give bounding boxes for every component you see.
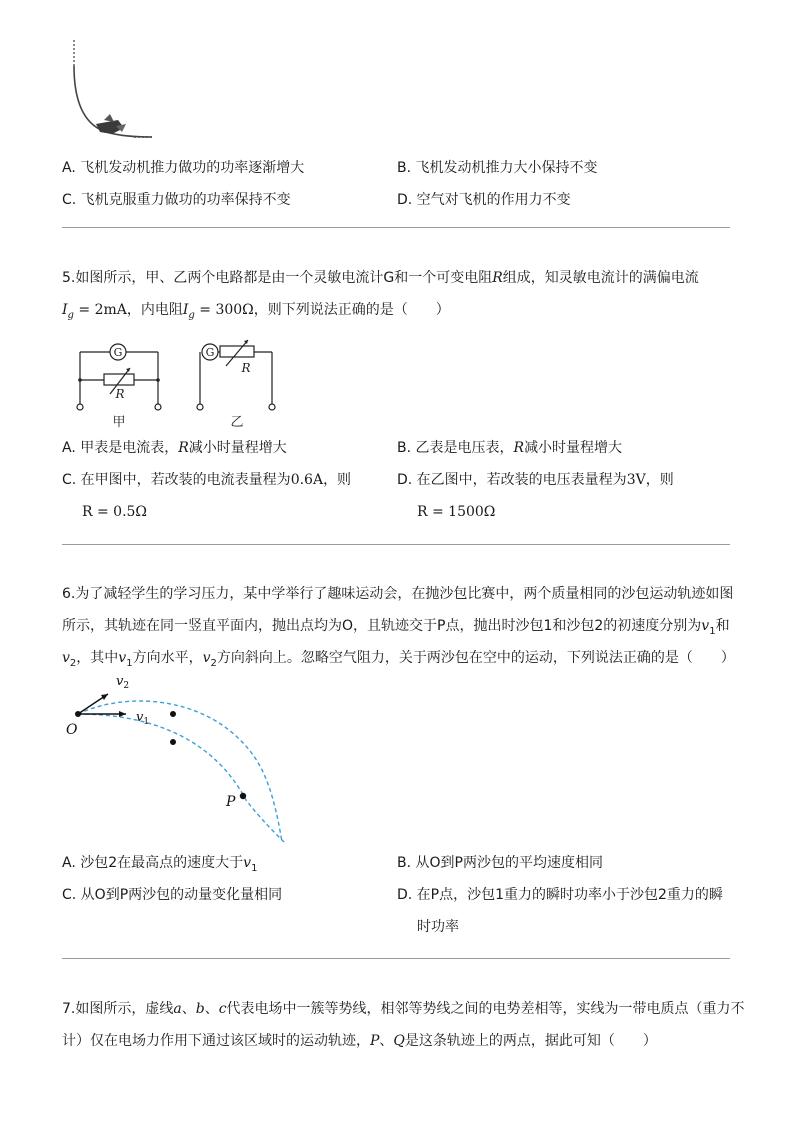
resistor-label-yi: R	[241, 361, 251, 375]
airplane-icon	[96, 114, 126, 134]
galvanometer-label-jia: G	[113, 346, 123, 359]
divider-q4	[62, 227, 730, 228]
galvanometer-icon	[202, 344, 218, 360]
point-sandbag-2	[170, 739, 176, 745]
q6-stem-line3: $v_2$，其中$v_1$方向水平，$v_2$方向斜向上。忽略空气阻力，关于两沙包在空中的运动，下列说法正确的是（ ）	[62, 650, 735, 669]
q6-option-d-cont: 时功率	[417, 919, 459, 935]
q6-option-b: B. 从O到P两沙包的平均速度相同	[397, 855, 603, 871]
q5-stem-line1: 5.如图所示，甲、乙两个电路都是由一个灵敏电流计G和一个可变电阻R组成，知灵敏电流计的满偏电流	[62, 270, 699, 286]
q4-option-b: B. 飞机发动机推力大小保持不变	[397, 160, 598, 176]
q5-stem-line2: $I_g = 2mA$，内电阻$I_g = 300\Omega$，则下列说法正确的是（ ）	[62, 302, 450, 321]
divider-q6	[62, 958, 730, 959]
q7-stem-line1: 7.如图所示，虚线a、b、c代表电场中一簇等势线，相邻等势线之间的电势差相等，实线为一带电质点（重力不	[62, 1001, 745, 1017]
q6-stem-line2: 所示，其轨迹在同一竖直平面内，抛出点均为O，且轨迹交于P点，抛出时沙包1和沙包2的初速度分别为$v_1$和	[62, 618, 730, 637]
q7-stem-line2: 计）仅在电场力作用下通过该区域时的运动轨迹，P、Q是这条轨迹上的两点，据此可知（ ）	[62, 1033, 657, 1049]
circuit-jia	[77, 352, 161, 410]
q5-option-c: C. 在甲图中，若改装的电流表量程为0.6A，则	[62, 472, 352, 488]
q5-option-d-value: R = 1500Ω	[417, 504, 496, 520]
intersection-point-p	[240, 793, 246, 799]
circuit-label-jia: 甲	[112, 415, 126, 430]
trajectory-sandbag-2	[78, 701, 282, 842]
q4-option-a: A. 飞机发动机推力做功的功率逐渐增大	[62, 160, 305, 176]
launch-point-o	[75, 711, 81, 717]
label-v2: $v_2$	[116, 674, 130, 691]
q5-option-b: B. 乙表是电压表，R减小时量程增大	[397, 440, 623, 456]
trajectory-sandbag-1	[78, 714, 286, 844]
q5-option-a: A. 甲表是电流表，R减小时量程增大	[62, 440, 287, 456]
q4-option-c: C. 飞机克服重力做功的功率保持不变	[62, 192, 291, 208]
q5-option-c-value: R = 0.5Ω	[82, 504, 148, 520]
label-p: P	[226, 794, 236, 810]
galvanometer-circuits-figure	[70, 336, 290, 432]
divider-q5	[62, 544, 730, 545]
q6-stem-line1: 6.为了减轻学生的学习压力，某中学举行了趣味运动会，在抛沙包比赛中，两个质量相同的沙包运动轨迹如图	[62, 586, 734, 602]
q5-option-d: D. 在乙图中，若改装的电压表量程为3V，则	[397, 472, 674, 488]
q4-option-d: D. 空气对飞机的作用力不变	[397, 192, 571, 208]
label-o: O	[66, 722, 78, 738]
airplane-trajectory-figure	[60, 36, 170, 148]
galvanometer-icon	[110, 344, 126, 360]
label-v1: $v_1$	[136, 710, 150, 727]
q6-option-c: C. 从O到P两沙包的动量变化量相同	[62, 887, 283, 903]
resistor-label-jia: R	[115, 387, 125, 401]
circuit-label-yi: 乙	[230, 415, 244, 430]
apex-point-sandbag-1	[170, 711, 176, 717]
q6-option-a: A. 沙包2在最高点的速度大于$v_1$	[62, 855, 258, 874]
galvanometer-label-yi: G	[205, 346, 215, 359]
q6-option-d: D. 在P点，沙包1重力的瞬时功率小于沙包2重力的瞬	[397, 887, 723, 903]
sandbag-trajectory-figure	[60, 672, 300, 848]
